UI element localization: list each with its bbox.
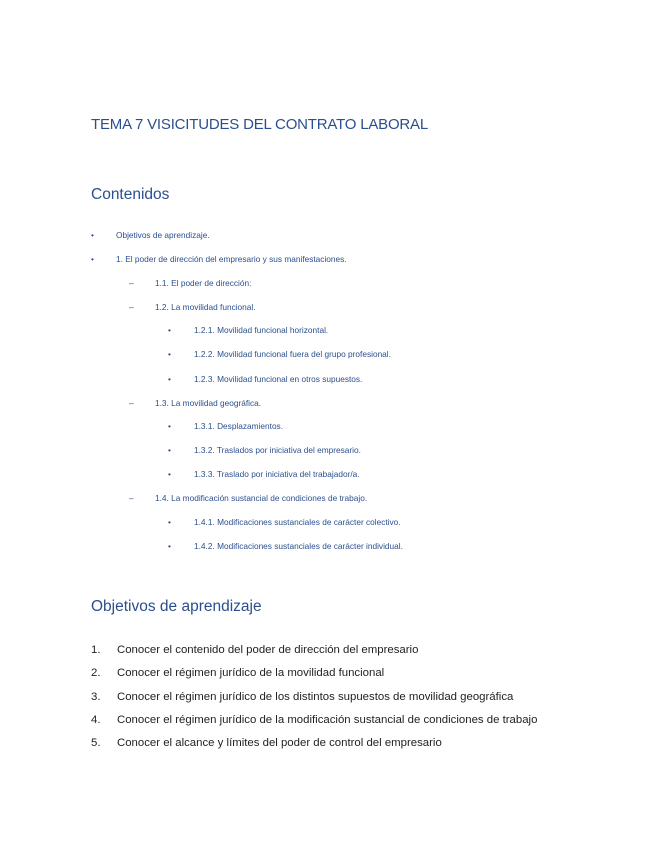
objective-text: Conocer el alcance y límites del poder de control del empresario bbox=[117, 737, 442, 749]
toc-item-text: 1. El poder de dirección del empresario y sus manifestaciones. bbox=[116, 254, 347, 264]
bullet-icon: • bbox=[168, 325, 171, 335]
dash-icon: – bbox=[129, 398, 134, 408]
document-title: TEMA 7 VISICITUDES DEL CONTRATO LABORAL bbox=[91, 116, 429, 133]
toc-item-text: 1.1. El poder de dirección: bbox=[155, 278, 252, 288]
bullet-icon: • bbox=[168, 445, 171, 455]
objective-text: Conocer el régimen jurídico de la movilidad funcional bbox=[117, 667, 385, 679]
toc-item-text: 1.3.3. Traslado por iniciativa del trabajador/a. bbox=[194, 469, 360, 479]
toc-item-text: 1.3.2. Traslados por iniciativa del empresario. bbox=[194, 445, 361, 455]
toc-item-text: 1.4. La modificación sustancial de condiciones de trabajo. bbox=[155, 493, 368, 503]
bullet-icon: • bbox=[168, 541, 171, 551]
bullet-icon: • bbox=[168, 349, 171, 359]
objective-number: 3. bbox=[91, 691, 101, 703]
objective-number: 5. bbox=[91, 737, 101, 749]
bullet-icon: • bbox=[168, 421, 171, 431]
bullet-icon: • bbox=[168, 469, 171, 479]
bullet-icon: • bbox=[168, 517, 171, 527]
toc-item-text: 1.2.2. Movilidad funcional fuera del grupo profesional. bbox=[194, 349, 391, 359]
contents-heading: Contenidos bbox=[91, 186, 170, 203]
bullet-icon: • bbox=[168, 374, 171, 384]
bullet-icon: • bbox=[91, 230, 94, 240]
objective-text: Conocer el régimen jurídico de la modificación sustancial de condiciones de trabajo bbox=[117, 714, 538, 726]
toc-item-text: 1.2.1. Movilidad funcional horizontal. bbox=[194, 325, 329, 335]
toc-item-text: 1.2.3. Movilidad funcional en otros supuestos. bbox=[194, 374, 363, 384]
toc-item-text: 1.2. La movilidad funcional. bbox=[155, 302, 256, 312]
objective-text: Conocer el contenido del poder de dirección del empresario bbox=[117, 644, 419, 656]
objective-text: Conocer el régimen jurídico de los distintos supuestos de movilidad geográfica bbox=[117, 691, 514, 703]
objective-number: 2. bbox=[91, 667, 101, 679]
toc-item-text: Objetivos de aprendizaje. bbox=[116, 230, 210, 240]
dash-icon: – bbox=[129, 493, 134, 503]
objectives-heading: Objetivos de aprendizaje bbox=[91, 598, 262, 615]
dash-icon: – bbox=[129, 302, 134, 312]
dash-icon: – bbox=[129, 278, 134, 288]
bullet-icon: • bbox=[91, 254, 94, 264]
toc-item-text: 1.3.1. Desplazamientos. bbox=[194, 421, 284, 431]
toc-item-text: 1.4.1. Modificaciones sustanciales de carácter colectivo. bbox=[194, 517, 401, 527]
objective-number: 1. bbox=[91, 644, 101, 656]
toc-item-text: 1.3. La movilidad geográfica. bbox=[155, 398, 262, 408]
toc-item-text: 1.4.2. Modificaciones sustanciales de carácter individual. bbox=[194, 541, 403, 551]
objective-number: 4. bbox=[91, 714, 101, 726]
